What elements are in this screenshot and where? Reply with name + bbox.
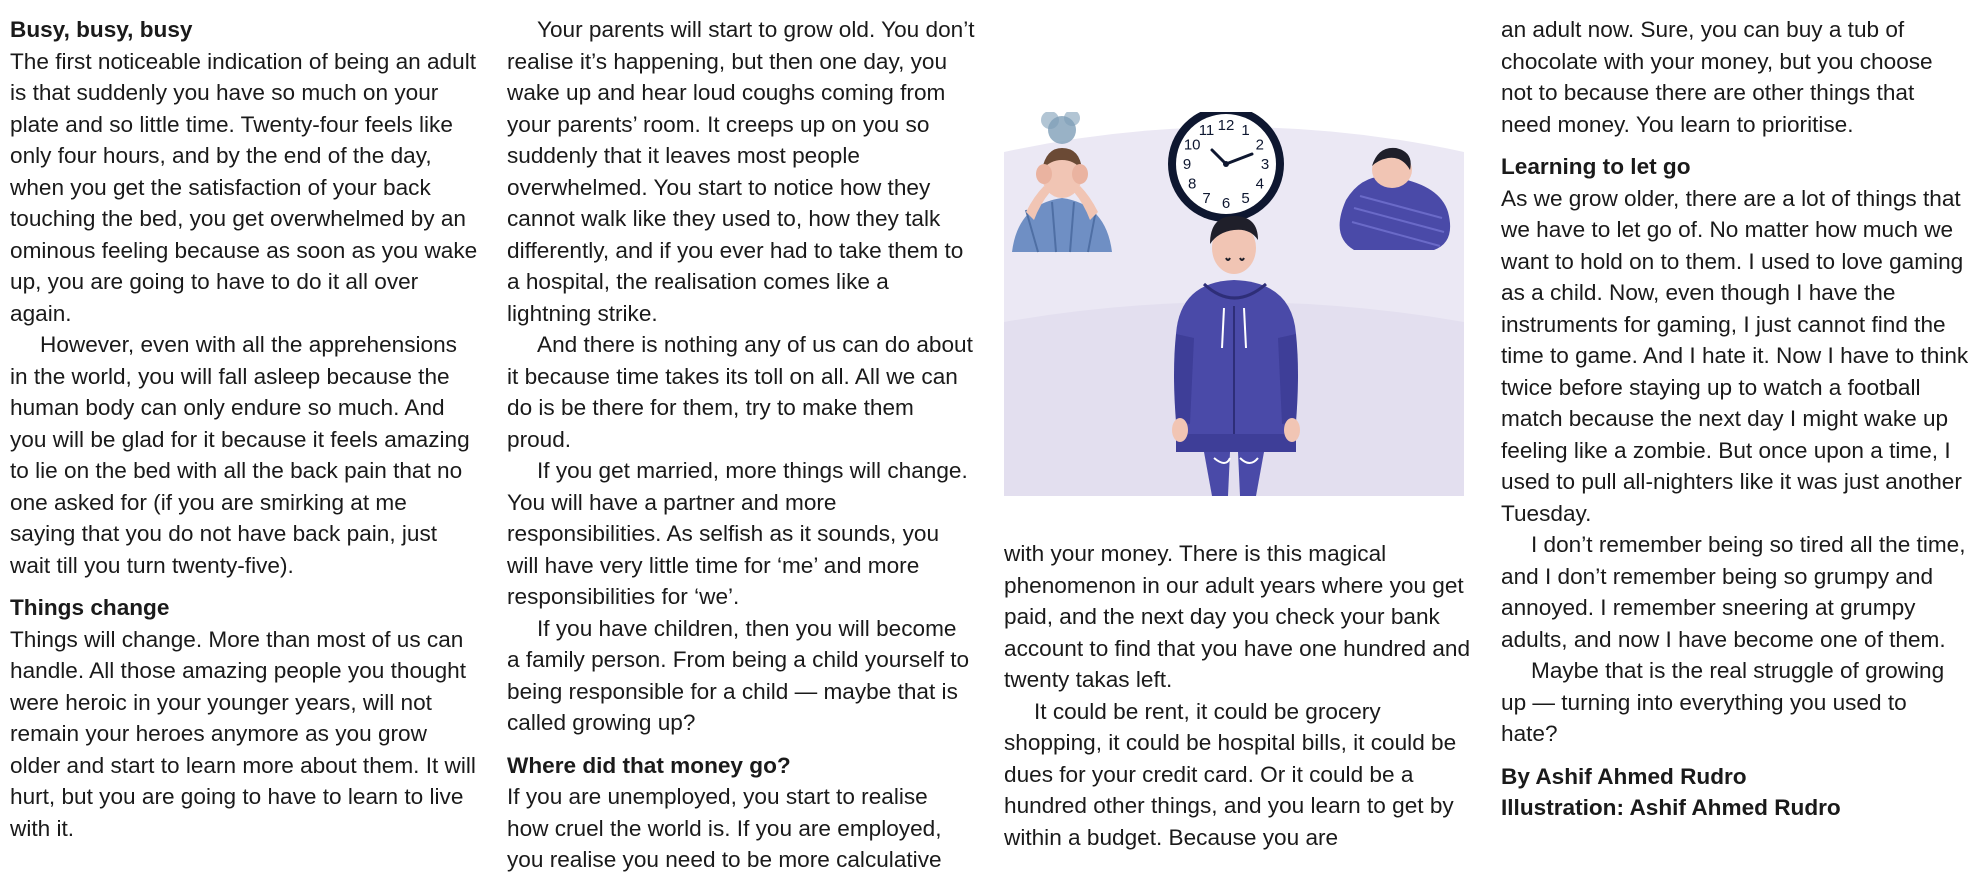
paragraph: As we grow older, there are a lot of things that we have to let go of. No matter how much we want to hold on to them. I used to love gaming as a child. Now, even though I have the instruments for gaming, I just cannot find the time to game. And I hate it. Now I have to think twice before staying up to watch a football match because the next day I might wake up feeling like a zombie. But once upon a time, I used to pull all-nighters like it was just another Tuesday.: [1501, 185, 1969, 526]
paragraph: However, even with all the apprehensions in the world, you will fall asleep because the human body can only endure so much. And you will be glad for it because it feels amazing to lie on the bed with all the back pain that no one asked for (if you are smirking at me saying that you do not have back pain, just wait till you turn twenty-five).: [10, 332, 470, 578]
author-byline: By Ashif Ahmed Rudro: [1501, 763, 1747, 789]
article-illustration: [1004, 112, 1464, 496]
paragraph: Things will change. More than most of us can handle. All those amazing people you thought were heroic in your younger years, will not remain your heroes anymore as you grow older and start to learn more about them. It will hurt, but you are going to have to learn to live with it.: [10, 626, 476, 841]
clock-numeral: 9: [1182, 156, 1192, 173]
article-column-2: [507, 14, 975, 876]
paragraph: I don’t remember being so tired all the time, and I don’t remember being so grumpy and annoyed. I remember sneering at grumpy adults, and now I have become one of them.: [1501, 532, 1966, 652]
paragraph: with your money. There is this magical phenomenon in our adult years where you get paid, and the next day you check your bank account to find that you have one hundred and twenty takas left.: [1004, 541, 1471, 692]
paragraph: If you have children, then you will become a family person. From being a child yourself to being responsible for a child — maybe that is called growing up?: [507, 615, 970, 735]
article-column-3: [1004, 538, 1472, 853]
paragraph: If you are unemployed, you start to realise how cruel the world is. If you are employed, you realise you need to be more calculative: [507, 784, 942, 872]
paragraph: Your parents will start to grow old. You don’t realise it’s happening, but then one day, you wake up and hear loud coughs coming from your parents’ room. It creeps up on you so suddenly that it leaves most people overwhelmed. You start to notice how they cannot walk like they used to, how they talk differently, and if you ever had to take them to a hospital, the realisation comes like a lightning strike.: [507, 17, 975, 326]
section-heading-busy: Busy, busy, busy: [10, 17, 193, 42]
clock-numeral: 6: [1221, 195, 1231, 212]
paragraph: And there is nothing any of us can do about it because time takes its toll on all. All we can do is be there for them, try to make them proud.: [507, 332, 973, 452]
clock-numeral: 1: [1241, 122, 1250, 140]
article-column-1: [10, 14, 478, 844]
clock-numeral: 8: [1188, 175, 1197, 193]
paragraph: The first noticeable indication of being an adult is that suddenly you have so much on your plate and so little time. Twenty-four feels like only four hours, and by the end of the day, when you get the satisfaction of your back touching the bed, you get overwhelmed by an ominous feeling because as soon as you wake up, you are going to have to do it all over again.: [10, 48, 478, 326]
paragraph: an adult now. Sure, you can buy a tub of chocolate with your money, but you choose not to because there are other things that need money. You learn to prioritise.: [1501, 17, 1933, 137]
paragraph: Maybe that is the real struggle of growing up — turning into everything you used to hate?: [1501, 658, 1945, 746]
clock-numeral: 5: [1241, 189, 1250, 207]
clock-numeral: 10: [1183, 136, 1201, 154]
clock-numeral: 7: [1202, 189, 1211, 207]
clock-numeral: 11: [1198, 122, 1215, 140]
paragraph: If you get married, more things will change. You will have a partner and more responsibilities. As selfish as it sounds, you will have very little time for ‘me’ and more responsibilities for ‘we’.: [507, 458, 968, 609]
illustration-credit: Illustration: Ashif Ahmed Rudro: [1501, 795, 1841, 820]
section-heading-money: Where did that money go?: [507, 752, 791, 778]
clock-numeral: 3: [1260, 156, 1270, 173]
section-heading-things-change: Things change: [10, 595, 170, 620]
clock-numeral: 4: [1255, 175, 1264, 193]
section-heading-let-go: Learning to let go: [1501, 154, 1691, 179]
article-column-4: [1501, 14, 1969, 824]
clock-numeral: 2: [1255, 136, 1264, 154]
paragraph: It could be rent, it could be grocery shopping, it could be hospital bills, it could be dues for your credit card. Or it could be a hundred other things, and you learn to get by within a budget. Because you are: [1004, 698, 1457, 850]
clock-numeral: 12: [1217, 117, 1235, 134]
illustration-svg: [1004, 112, 1464, 496]
